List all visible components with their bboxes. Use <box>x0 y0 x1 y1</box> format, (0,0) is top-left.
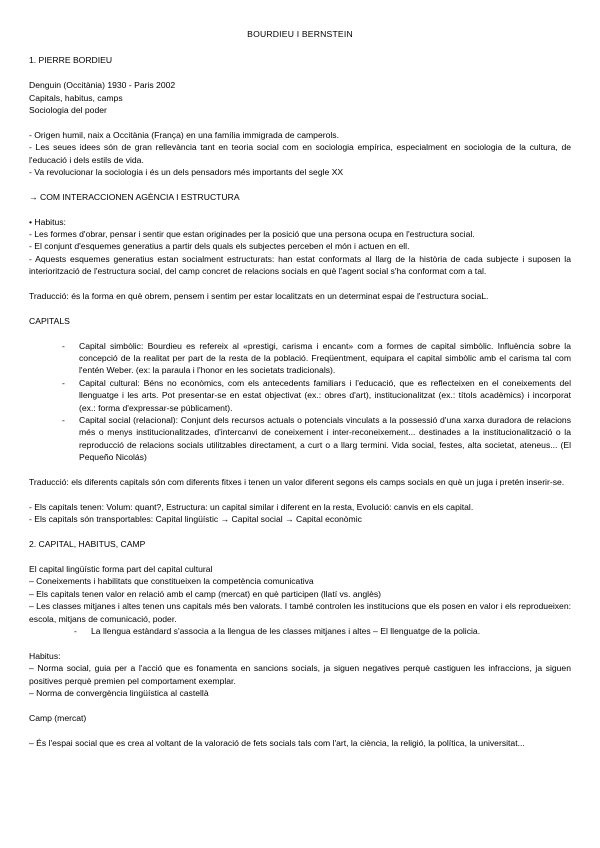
agency-structure-heading: → COM INTERACCIONEN AGÈNCIA I ESTRUCTURA <box>29 191 240 202</box>
bio-line: - Les seues idees són de gran rellevància tant en teoria social com en sociologia empírica, especialment en sociologia de la cultura, de l'educació i dels estils de vida. <box>29 142 571 165</box>
meta-line: Capitals, habitus, camps <box>29 92 123 103</box>
meta-line: Denguin (Occitània) 1930 - Paris 2002 <box>29 80 176 91</box>
linguistic-capital-intro: El capital lingüístic forma part del capital cultural <box>29 563 213 574</box>
habitus-line: - Aquests esquemes generatius estan socialment estructurats: han estat conformats al llarg de la història de cada subjecte i suposen la interiorització de l'estructura social, del camp concret de relacions socials en què l'agent social s'ha conformat com a tal. <box>29 253 571 277</box>
list-dash: - <box>62 377 65 388</box>
capitals-note: - Els capitals tenen: Volum: quant?, Estructura: un capital similar i diferent en la resta, Evolució: canvis en els capital. <box>29 501 474 512</box>
list-item <box>29 377 571 414</box>
habitus-item: – Norma social, guia per a l'acció que es fonamenta en sancions socials, ja siguen negatives perquè castiguen les infraccions, ja siguen positives perquè premien pel comportament exemplar. <box>29 663 571 686</box>
capital-social: Capital social (relacional): Conjunt dels recursos actuals o potencials vinculats a la possessió d'una xarxa duradora de relacions més o menys institucionalitzades, d'intercanvi de coneixement i inter-reconeixement... destinades a la institucionalització o la reproducció de relacions socials utilitzables directament, a curt o a llarg termini. Vida social, festes, alta societat, ateneus... (El Pequeño Nicolás) <box>79 415 571 463</box>
list-dash: - <box>74 625 77 636</box>
capitals-heading: CAPITALS <box>29 315 70 326</box>
habitus-item: – Norma de convergència lingüística al castellà <box>29 687 209 698</box>
list-dash: - <box>62 340 65 351</box>
list-dash: - <box>62 415 65 426</box>
camp-heading: Camp (mercat) <box>29 712 87 723</box>
linguistic-item: – Els capitals tenen valor en relació amb el camp (mercat) en què participen (llatí vs. anglès) <box>29 588 382 599</box>
translation-note: Traducció: és la forma en què obrem, pensem i sentim per estar localitzats en un determinat espai de l'estructura sociaL. <box>29 291 489 302</box>
list-item <box>29 340 571 377</box>
capital-cultural: Capital cultural: Béns no econòmics, com els antecedents familiars i l'educació, que es reflecteixen en el coneixements del llenguatge i les arts. Pot presentar-se en estat objectivat (ex.: obres d'art), institucionalitzat (ex.: títols acadèmics) i incorporat (ex.: forma d'expressar-se públicament). <box>79 377 571 413</box>
capitals-note: - Els capitals són transportables: Capital lingüístic → Capital social → Capital econòmic <box>29 514 362 525</box>
habitus-heading: Habitus: <box>29 650 61 661</box>
section-heading-bordieu: 1. PIERRE BORDIEU <box>29 55 113 66</box>
habitus-line: - El conjunt d'esquemes generatius a partir dels quals els subjectes perceben el món i actuen en ell. <box>29 241 410 252</box>
linguistic-item: – Les classes mitjanes i altes tenen uns capitals més ben valorats. I també controlen les institucions que els posen en valor i els reprodueixen: escola, mitjans de comunicació, poder. <box>29 601 571 624</box>
standard-language-note: La llengua estàndard s'associa a la llengua de les classes mitjanes i altes – El llenguatge de la policia. <box>91 625 481 636</box>
section-heading-capital-habitus-camp: 2. CAPITAL, HABITUS, CAMP <box>29 539 146 550</box>
camp-text: – És l'espai social que es crea al voltant de la valoració de fets socials tals com l'art, la ciència, la religió, la política, la universitat... <box>29 737 525 748</box>
habitus-line: - Les formes d'obrar, pensar i sentir que estan originades per la posició que una persona ocupa en l'estructura social. <box>29 229 475 240</box>
meta-line: Sociologia del poder <box>29 105 107 116</box>
document-title: BOURDIEU I BERNSTEIN <box>247 29 353 39</box>
habitus-line: • Habitus: <box>29 216 66 227</box>
list-item <box>29 414 571 464</box>
bio-line: - Va revolucionar la sociologia i és un dels pensadors més importants del segle XX <box>29 167 344 178</box>
translation-note: Traducció: els diferents capitals són com diferents fitxes i tenen un valor diferent segons els camps socials en què un juga i pretén inserir-se. <box>29 477 565 488</box>
capital-symbolic: Capital simbòlic: Bourdieu es refereix al «prestigi, carisma i encant» com a formes de capital simbòlic. Influència sobre la concepció de la realitat per part de la resta de la població. Freqüentment, equipara el capital simbòlic amb el carisma tal com l'entén Weber. (ex: la paraula i l'honor en les societats tradicionals). <box>79 340 571 376</box>
list-item <box>29 625 571 637</box>
linguistic-item: – Coneixements i habilitats que constitueixen la competència comunicativa <box>29 576 314 587</box>
bio-line: - Origen humil, naix a Occitània (França) en una família immigrada de camperols. <box>29 129 339 140</box>
